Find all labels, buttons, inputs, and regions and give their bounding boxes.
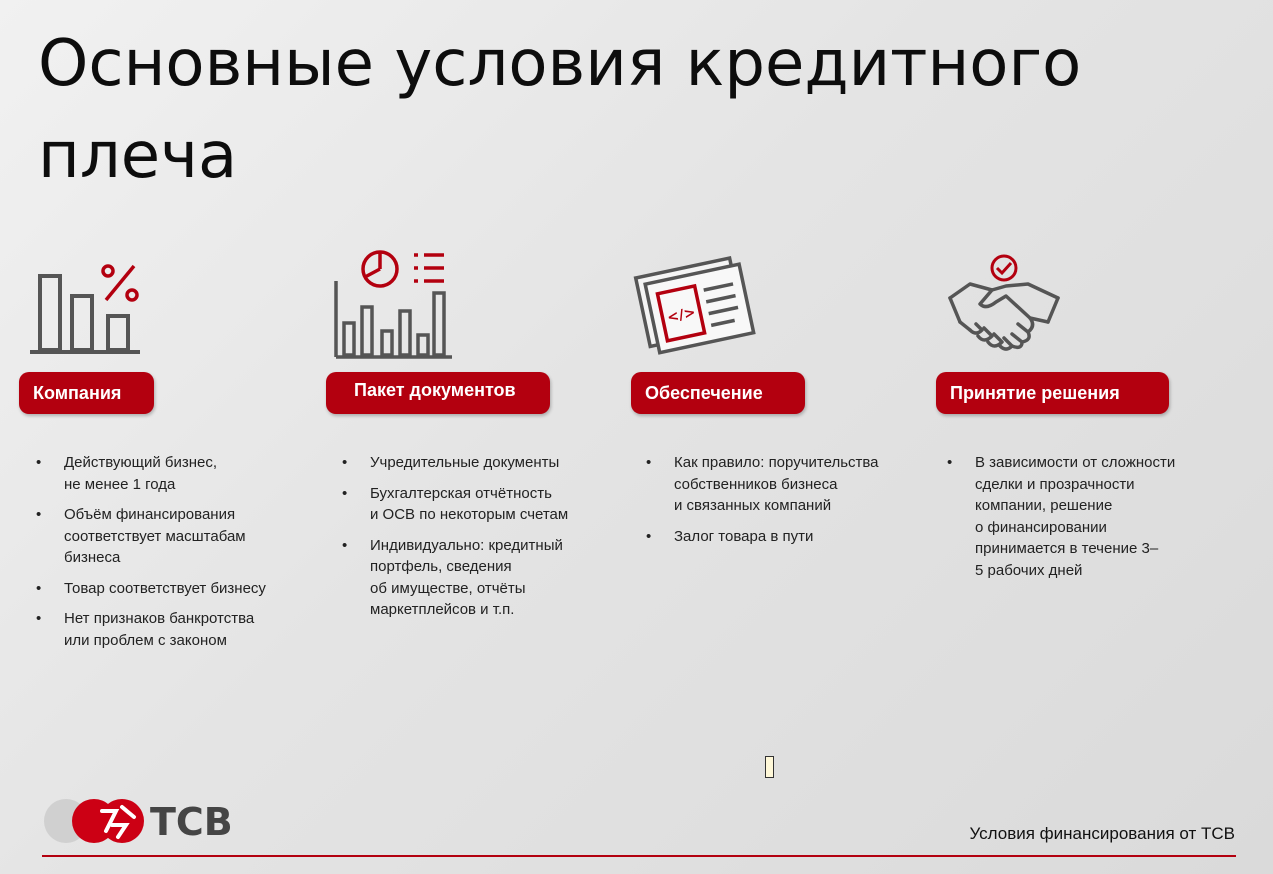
list-item: • Нет признаков банкротства или проблем с законом [64,608,324,651]
svg-text:TCB: TCB [150,800,233,844]
report-chart-icon [330,245,455,363]
bar-chart-percent-icon [28,258,148,358]
tcb-logo-mark [42,797,277,845]
list-item: • Учредительные документы [370,452,640,474]
list-item: • Объём финансирования соответствует масштабам бизнеса [64,504,324,569]
text-cursor [765,756,774,778]
decision-bullets [947,452,1265,590]
label-collateral: Обеспечение [631,372,805,414]
list-item: • Действующий бизнес, не менее 1 года [64,452,324,495]
company-bullets [36,452,324,660]
documents-bullets [342,452,640,630]
label-documents: Пакет документов [326,372,550,414]
footer-caption: Условия финансирования от ТСВ [969,824,1235,843]
collateral-bullets [646,452,954,556]
list-item: • Бухгалтерская отчётность и ОСВ по некоторым счетам [370,483,640,526]
handshake-icon [946,250,1064,362]
page-title: Основные условия кредитного плеча [38,27,1082,193]
footer-divider [42,855,1236,857]
list-item: • В зависимости от сложности сделки и прозрачности компании, решение о финансировании принимается в течение 3– 5 рабочих дней [975,452,1265,581]
list-item: • Индивидуально: кредитный портфель, сведения об имуществе, отчёты маркетплейсов и т.п. [370,535,640,621]
list-item: • Как правило: поручительства собственников бизнеса и связанных компаний [674,452,954,517]
svg-text:</>: </> [665,304,698,327]
tcb-logo [42,797,277,850]
list-item: • Товар соответствует бизнесу [64,578,324,600]
documents-icon [632,246,760,358]
label-company: Компания [19,372,154,414]
label-decision: Принятие решения [936,372,1169,414]
list-item: • Залог товара в пути [674,526,954,548]
